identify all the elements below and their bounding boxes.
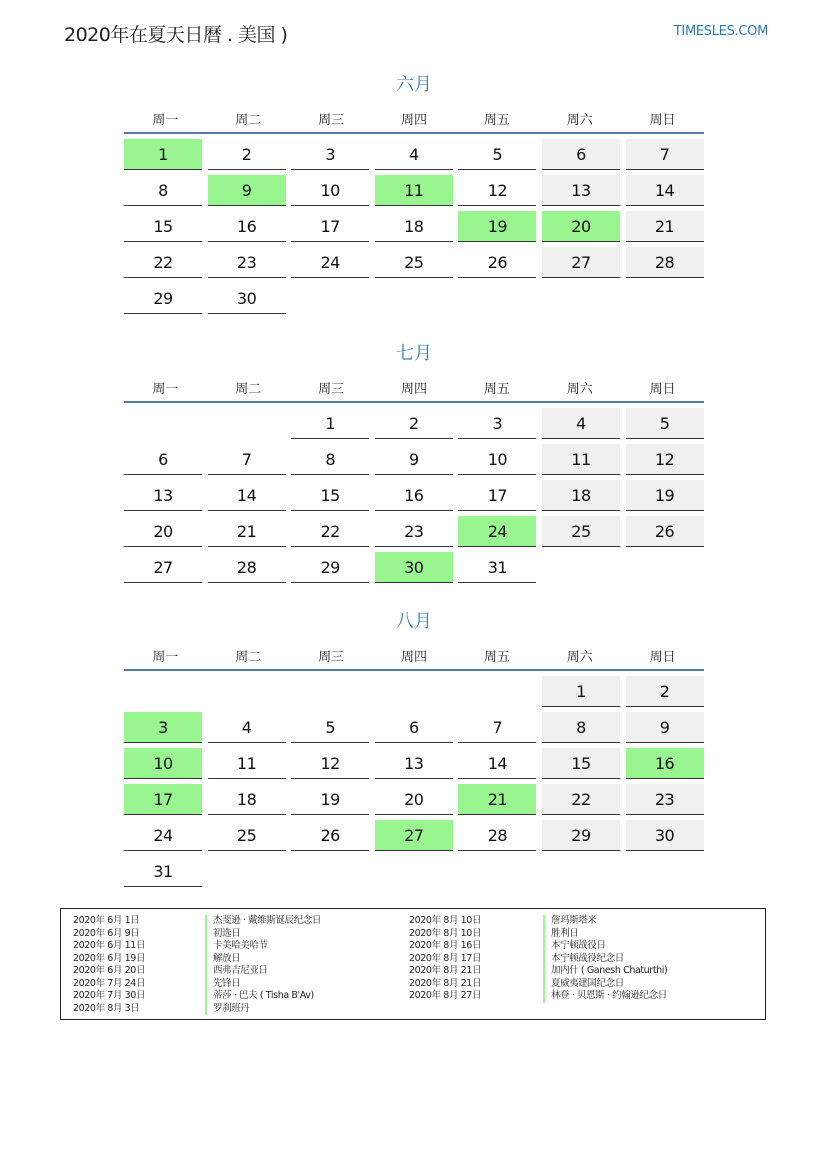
day-cell: 13 <box>124 480 202 511</box>
weekday-label: 周一 <box>152 650 179 665</box>
holiday-cell: 20 <box>542 211 620 242</box>
legend-holiday-name: 加内什 ( Ganesh Chaturthi) <box>543 965 667 978</box>
day-cell: 24 <box>124 820 202 851</box>
day-grid <box>124 676 704 887</box>
weekday-label: 周二 <box>235 650 262 665</box>
day-cell: 23 <box>626 784 704 815</box>
legend-names-right <box>543 915 667 1003</box>
day-cell: 8 <box>124 175 202 206</box>
legend-holiday-date: 2020年 8月 10日 <box>409 927 482 939</box>
day-cell: 28 <box>208 552 286 583</box>
day-cell: 29 <box>291 552 369 583</box>
holiday-cell: 3 <box>124 712 202 743</box>
day-cell: 29 <box>124 283 202 314</box>
day-cell: 20 <box>124 516 202 547</box>
legend-holiday-date: 2020年 8月 16日 <box>409 940 482 951</box>
legend-holiday-name: 先锋日 <box>205 978 321 991</box>
holiday-cell: 1 <box>124 139 202 170</box>
day-cell: 5 <box>626 408 704 439</box>
holiday-cell: 24 <box>458 516 536 547</box>
legend-holiday-name: 初选日 <box>205 928 321 941</box>
weekday-label: 周日 <box>649 113 676 128</box>
month-august <box>124 607 704 887</box>
day-cell: 26 <box>458 247 536 278</box>
day-cell: 13 <box>375 748 453 779</box>
day-cell: 2 <box>626 676 704 707</box>
day-cell: 20 <box>375 784 453 815</box>
legend-holiday-name: 蒂莎 · 巴夫 ( Tisha B'Av) <box>205 990 321 1003</box>
legend-holiday-name: 卡美哈美哈节 <box>205 940 321 953</box>
day-cell: 6 <box>542 139 620 170</box>
day-cell: 13 <box>542 175 620 206</box>
empty-cell <box>291 676 369 707</box>
holiday-cell: 16 <box>626 748 704 779</box>
weekday-label: 周五 <box>483 113 510 128</box>
weekday-label: 周二 <box>235 113 262 128</box>
day-cell: 4 <box>375 139 453 170</box>
empty-cell <box>375 676 453 707</box>
day-grid <box>124 139 704 314</box>
holiday-legend <box>60 908 766 1020</box>
legend-holiday-date: 2020年 6月 20日 <box>73 965 146 976</box>
weekday-header <box>124 369 704 401</box>
day-cell: 4 <box>542 408 620 439</box>
day-cell: 22 <box>542 784 620 815</box>
weekday-label: 周一 <box>152 382 179 397</box>
weekday-label: 周四 <box>401 382 428 397</box>
legend-holiday-date: 2020年 8月 10日 <box>409 915 482 926</box>
legend-holiday-date: 2020年 8月 27日 <box>409 990 482 1001</box>
month-june <box>124 70 704 314</box>
legend-dates-left <box>73 915 145 1015</box>
legend-holiday-name: 胜利日 <box>543 928 667 941</box>
day-cell: 7 <box>458 712 536 743</box>
day-grid <box>124 408 704 583</box>
holiday-cell: 21 <box>458 784 536 815</box>
day-cell: 10 <box>291 175 369 206</box>
legend-holiday-name: 夏威夷建国纪念日 <box>543 978 667 991</box>
legend-holiday-date: 2020年 6月 11日 <box>73 940 146 951</box>
legend-holiday-name: 本宁顿战役纪念日 <box>543 953 667 966</box>
day-cell: 14 <box>208 480 286 511</box>
day-cell: 3 <box>291 139 369 170</box>
day-cell: 15 <box>291 480 369 511</box>
holiday-cell: 27 <box>375 820 453 851</box>
legend-holiday-name: 解放日 <box>205 953 321 966</box>
day-cell: 18 <box>375 211 453 242</box>
weekday-label: 周四 <box>401 650 428 665</box>
day-cell: 22 <box>124 247 202 278</box>
legend-holiday-name: 林登 · 贝恩斯 · 约翰逊纪念日 <box>543 990 667 1003</box>
holiday-cell: 17 <box>124 784 202 815</box>
day-cell: 30 <box>626 820 704 851</box>
empty-cell <box>208 676 286 707</box>
weekday-label: 周五 <box>483 650 510 665</box>
holiday-cell: 11 <box>375 175 453 206</box>
holiday-cell: 30 <box>375 552 453 583</box>
day-cell: 23 <box>375 516 453 547</box>
day-cell: 31 <box>458 552 536 583</box>
day-cell: 12 <box>626 444 704 475</box>
day-cell: 8 <box>542 712 620 743</box>
day-cell: 7 <box>208 444 286 475</box>
legend-holiday-date: 2020年 6月 19日 <box>73 952 146 964</box>
day-cell: 15 <box>542 748 620 779</box>
legend-holiday-name: 詹玛斯塔米 <box>543 915 667 928</box>
day-cell: 1 <box>542 676 620 707</box>
day-cell: 12 <box>458 175 536 206</box>
holiday-cell: 9 <box>208 175 286 206</box>
day-cell: 17 <box>291 211 369 242</box>
day-cell: 28 <box>626 247 704 278</box>
day-cell: 4 <box>208 712 286 743</box>
header-rule <box>124 132 704 134</box>
day-cell: 7 <box>626 139 704 170</box>
day-cell: 5 <box>291 712 369 743</box>
day-cell: 16 <box>375 480 453 511</box>
day-cell: 24 <box>291 247 369 278</box>
header-rule <box>124 401 704 403</box>
legend-holiday-name: 西弗吉尼亚日 <box>205 965 321 978</box>
day-cell: 19 <box>291 784 369 815</box>
day-cell: 25 <box>375 247 453 278</box>
holiday-cell: 19 <box>458 211 536 242</box>
weekday-label: 周二 <box>235 382 262 397</box>
weekday-label: 周日 <box>649 650 676 665</box>
legend-names-left <box>205 915 321 1015</box>
day-cell: 27 <box>542 247 620 278</box>
day-cell: 8 <box>291 444 369 475</box>
weekday-label: 周六 <box>566 650 593 665</box>
weekday-header <box>124 100 704 132</box>
day-cell: 11 <box>208 748 286 779</box>
weekday-label: 周日 <box>649 382 676 397</box>
day-cell: 9 <box>626 712 704 743</box>
day-cell: 29 <box>542 820 620 851</box>
legend-holiday-name: 杰斐逊 · 戴维斯诞辰纪念日 <box>205 915 321 928</box>
day-cell: 5 <box>458 139 536 170</box>
day-cell: 9 <box>375 444 453 475</box>
day-cell: 3 <box>458 408 536 439</box>
empty-cell <box>124 676 202 707</box>
legend-holiday-name: 本宁顿战役日 <box>543 940 667 953</box>
day-cell: 6 <box>124 444 202 475</box>
day-cell: 15 <box>124 211 202 242</box>
day-cell: 19 <box>626 480 704 511</box>
weekday-label: 周四 <box>401 113 428 128</box>
day-cell: 14 <box>458 748 536 779</box>
legend-holiday-date: 2020年 6月 9日 <box>73 927 140 939</box>
legend-holiday-date: 2020年 7月 30日 <box>73 990 146 1001</box>
legend-holiday-date: 2020年 8月 21日 <box>409 965 482 976</box>
weekday-label: 周一 <box>152 113 179 128</box>
legend-holiday-name: 罗刹班丹 <box>205 1003 321 1016</box>
day-cell: 2 <box>208 139 286 170</box>
day-cell: 11 <box>542 444 620 475</box>
legend-holiday-date: 2020年 8月 17日 <box>409 952 482 964</box>
day-cell: 14 <box>626 175 704 206</box>
empty-cell <box>458 676 536 707</box>
day-cell: 25 <box>542 516 620 547</box>
day-cell: 1 <box>291 408 369 439</box>
legend-holiday-date: 2020年 7月 24日 <box>73 977 146 989</box>
weekday-label: 周三 <box>318 650 345 665</box>
page-title: 2020年在夏天日曆 . 美国 ) <box>64 24 288 46</box>
day-cell: 17 <box>458 480 536 511</box>
month-july <box>124 339 704 583</box>
weekday-label: 周六 <box>566 113 593 128</box>
day-cell: 25 <box>208 820 286 851</box>
day-cell: 18 <box>542 480 620 511</box>
day-cell: 28 <box>458 820 536 851</box>
day-cell: 10 <box>458 444 536 475</box>
day-cell: 18 <box>208 784 286 815</box>
day-cell: 26 <box>626 516 704 547</box>
holiday-cell: 10 <box>124 748 202 779</box>
legend-holiday-date: 2020年 8月 3日 <box>73 1002 140 1014</box>
day-cell: 22 <box>291 516 369 547</box>
day-cell: 27 <box>124 552 202 583</box>
header-rule <box>124 669 704 671</box>
legend-holiday-date: 2020年 6月 1日 <box>73 915 140 926</box>
day-cell: 30 <box>208 283 286 314</box>
day-cell: 21 <box>626 211 704 242</box>
day-cell: 21 <box>208 516 286 547</box>
weekday-header <box>124 637 704 669</box>
site-name[interactable]: TIMESLES.COM <box>673 24 768 39</box>
day-cell: 6 <box>375 712 453 743</box>
day-cell: 23 <box>208 247 286 278</box>
legend-holiday-date: 2020年 8月 21日 <box>409 977 482 989</box>
weekday-label: 周六 <box>566 382 593 397</box>
weekday-label: 周三 <box>318 382 345 397</box>
day-cell: 12 <box>291 748 369 779</box>
empty-cell <box>208 408 286 439</box>
legend-dates-right <box>409 915 481 1003</box>
month-title: 八月 <box>396 611 432 632</box>
day-cell: 26 <box>291 820 369 851</box>
weekday-label: 周五 <box>483 382 510 397</box>
weekday-label: 周三 <box>318 113 345 128</box>
day-cell: 16 <box>208 211 286 242</box>
month-title: 七月 <box>396 343 432 364</box>
empty-cell <box>124 408 202 439</box>
month-title: 六月 <box>396 74 432 95</box>
day-cell: 31 <box>124 856 202 887</box>
day-cell: 2 <box>375 408 453 439</box>
